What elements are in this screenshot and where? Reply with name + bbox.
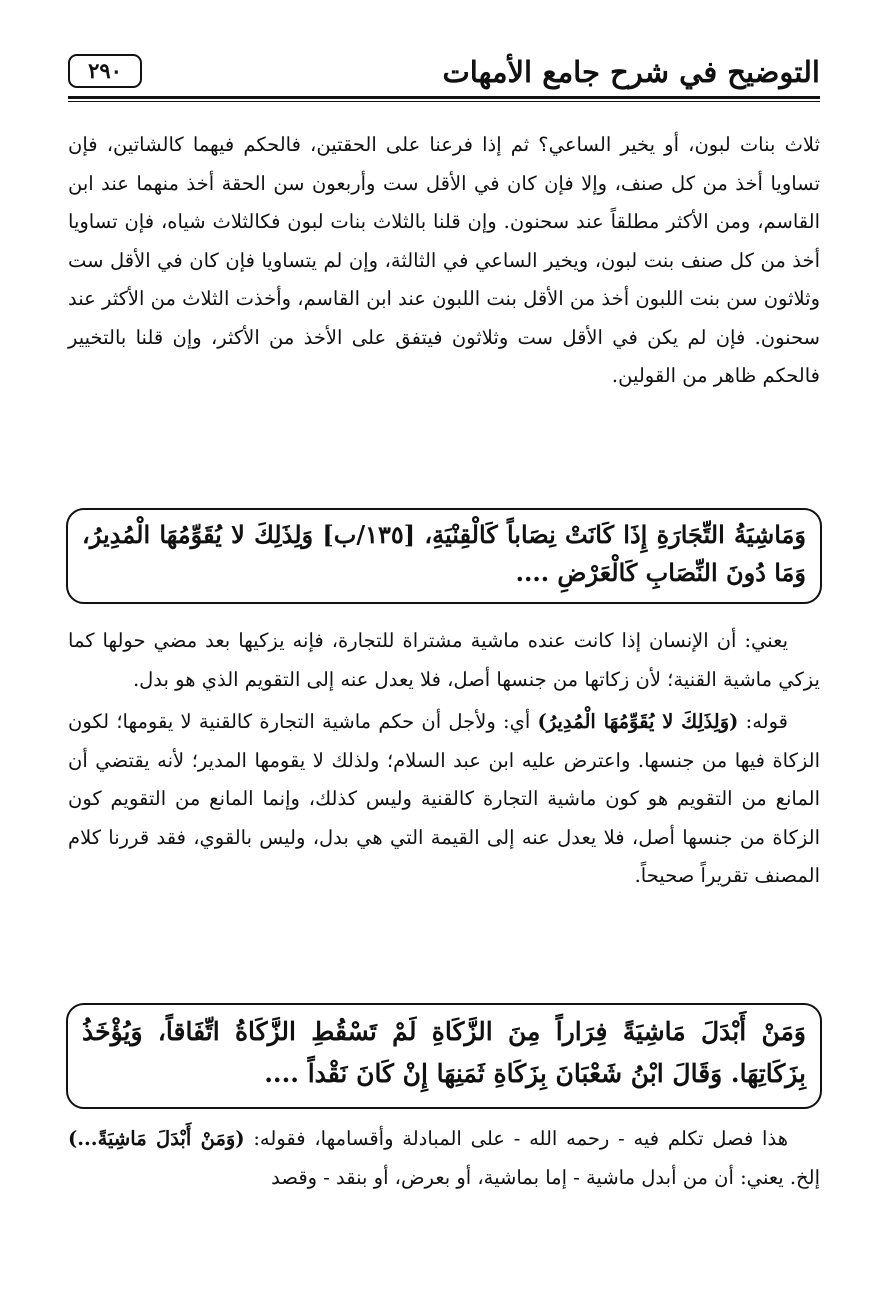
- matn-quote: (وَلِذَلِكَ لا يُقَوِّمُهَا الْمُدِيرُ): [537, 710, 739, 733]
- matn-quote: (وَمَنْ أَبْدَلَ مَاشِيَةً...): [68, 1127, 245, 1150]
- commentary-block-2: [68, 622, 820, 896]
- commentary-paragraph: ثلاث بنات لبون، أو يخير الساعي؟ ثم إذا فرعنا على الحقتين، فالحكم فيهما كالشاتين، فإن تساويا أخذ من كل صنف، وإلا فإن كان في الأقل ست وأربعون سن الحقة أخذ منهما عند ابن القاسم، ومن الأكثر مطلقاً عند سحنون. وإن قلنا بالثلاث بنات لبون فكالثلاث شياه، فإن تساويا أخذ من كل صنف بنت لبون، ويخير الساعي في الثالثة، وإن لم يتساويا فإن كان في الأقل ست وثلاثون سن بنت اللبون أخذ من الأقل بنت اللبون عند ابن القاسم، وأخذت الثلاث من الأكثر عند سحنون. فإن لم يكن في الأقل ست وثلاثون فيتفق على الأخذ من الأكثر، وإن قلنا بالتخيير فالحكم ظاهر من القولين.: [68, 133, 820, 387]
- quote-lead: هذا فصل تكلم فيه - رحمه الله - على المبادلة وأقسامها، فقوله:: [244, 1127, 788, 1150]
- page-header: [68, 50, 820, 100]
- commentary-paragraph: [68, 1120, 820, 1197]
- quote-explanation: أي: ولأجل أن حكم ماشية التجارة كالقنية لا يقومها؛ لكون الزكاة فيها من جنسها. واعترض عليه ابن عبد السلام؛ ولذلك لا يقومها المدير؛ لأنه يقتضي أن المانع من التقويم هو كون ماشية التجارة كالقنية وليس كذلك، وإنما المانع من التقويم كون الزكاة من جنسها أصل، فلا يعدل عنه إلى القيمة التي هي بدل، وليس بالقوي، فقد قررنا كلام المصنف تقريراً صحيحاً.: [68, 710, 820, 887]
- commentary-paragraph: يعني: أن الإنسان إذا كانت عنده ماشية مشتراة للتجارة، فإنه يزكيها بعد مضي حولها كما يزكي ماشية القنية؛ لأن زكاتها من جنسها أصل، فلا يعدل عنه إلى التقويم الذي هو بدل.: [68, 629, 820, 691]
- quote-lead: قوله:: [738, 710, 788, 733]
- header-rule-thin: [68, 101, 820, 102]
- commentary-paragraph: [68, 703, 820, 896]
- matn-text: وَمَنْ أَبْدَلَ مَاشِيَةً فِرَاراً مِنَ الزَّكَاةِ لَمْ تَسْقُطِ الزَّكَاةُ اتِّفَاقاً، وَيُؤْخَذُ بِزَكَاتِهَا. وَقَالَ ابْنُ شَعْبَانَ بِزَكَاةِ ثَمَنِهَا إِنْ كَانَ نَقْداً ....: [82, 1017, 806, 1088]
- matn-box-2: [66, 1003, 822, 1109]
- book-title: التوضيح في شرح جامع الأمهات: [442, 55, 820, 89]
- matn-text: وَمَاشِيَةُ التِّجَارَةِ إِذَا كَانَتْ نِصَاباً كَالْقِنْيَةِ، [١٣٥/ب] وَلِذَلِكَ لا يُقَوِّمُهَا الْمُدِيرُ، وَمَا دُونَ النِّصَابِ كَالْعَرْضِ ....: [82, 520, 806, 587]
- quote-explanation: إلخ. يعني: أن من أبدل ماشية - إما بماشية، أو بعرض، أو بنقد - وقصد: [271, 1165, 820, 1189]
- page-number: ٢٩٠: [68, 54, 142, 88]
- commentary-block-3: [68, 1120, 820, 1197]
- header-rule: [68, 96, 820, 99]
- commentary-block-1: [68, 126, 820, 396]
- matn-box-1: [66, 508, 822, 604]
